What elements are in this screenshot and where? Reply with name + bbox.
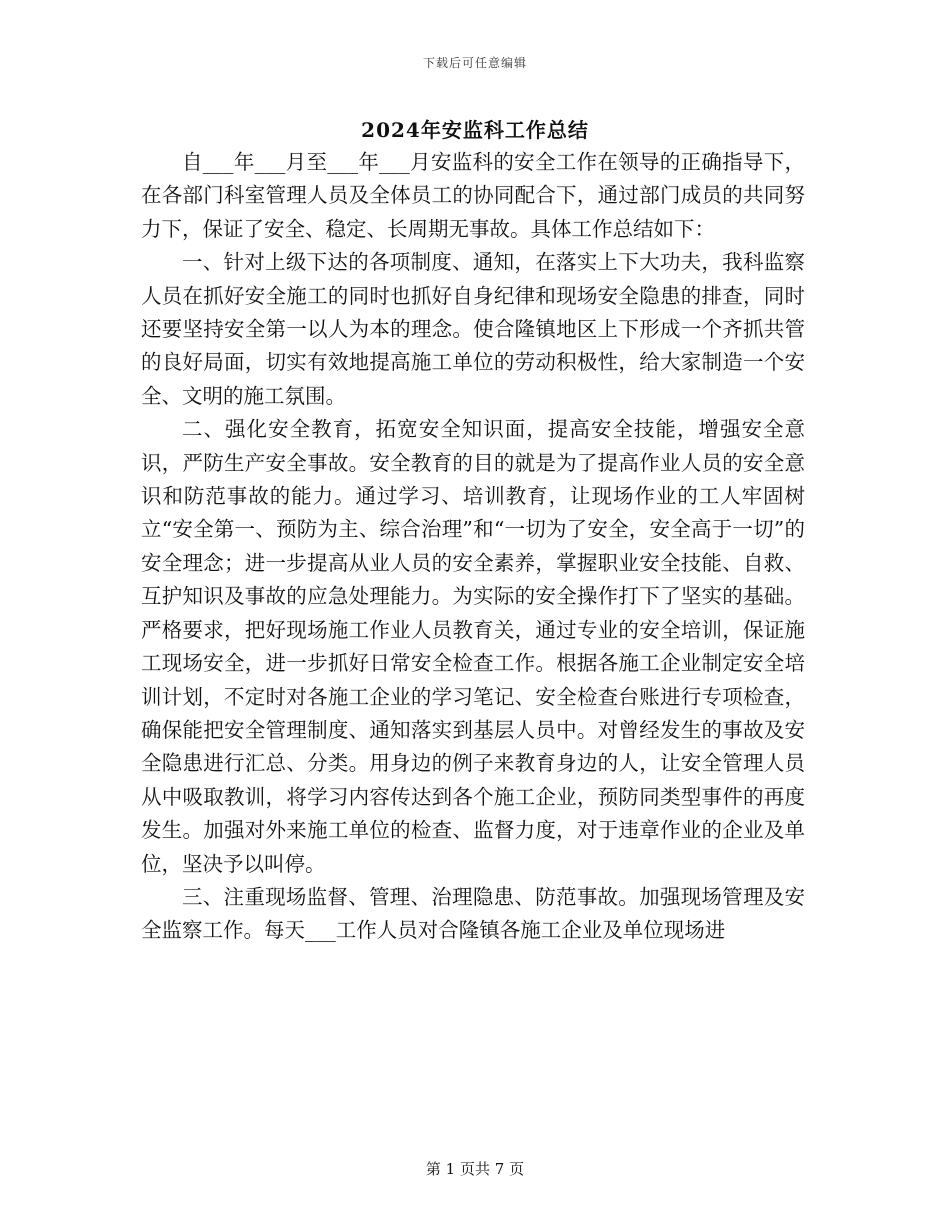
- header-note: 下载后可任意编辑: [422, 56, 527, 70]
- page-footer: 第 1 页共 7 页: [425, 1160, 525, 1178]
- paragraph-section-1: 一、针对上级下达的各项制度、通知，在落实上下大功夫，我科监察人员在抓好安全施工的同时也抓好自身纪律和现场安全隐患的排查，同时还要坚持安全第一以人为本的理念。使合隆镇地区上下形成一个齐抓共管的良好局面，切实有效地提高施工单位的劳动积极性，给大家制造一个安全、文明的施工氛围。: [141, 250, 805, 408]
- paragraph-section-3: 三、注重现场监督、管理、治理隐患、防范事故。加强现场管理及安全监察工作。每天___工作人员对合隆镇各施工企业及单位现场进: [141, 884, 805, 943]
- document-title: 2024年安监科工作总结: [361, 118, 589, 142]
- paragraph-intro: 自___年___月至___年___月安监科的安全工作在领导的正确指导下，在各部门科室管理人员及全体员工的协同配合下，通过部门成员的共同努力下，保证了安全、稳定、长周期无事故。具体工作总结如下：: [141, 150, 805, 241]
- document-body: [141, 146, 805, 948]
- paragraph-section-2: 二、强化安全教育，拓宽安全知识面，提高安全技能，增强安全意识，严防生产安全事故。安全教育的目的就是为了提高作业人员的安全意识和防范事故的能力。通过学习、培训教育，让现场作业的工人牢固树立“安全第一、预防为主、综合治理”和“一切为了安全，安全高于一切”的安全理念；进一步提高从业人员的安全素养，掌握职业安全技能、自救、互护知识及事故的应急处理能力。为实际的安全操作打下了坚实的基础。严格要求，把好现场施工作业人员教育关，通过专业的安全培训，保证施工现场安全，进一步抓好日常安全检查工作。根据各施工企业制定安全培训计划，不定时对各施工企业的学习笔记、安全检查台账进行专项检查，确保能把安全管理制度、通知落实到基层人员中。对曾经发生的事故及安全隐患进行汇总、分类。用身边的例子来教育身边的人，让安全管理人员从中吸取教训，将学习内容传达到各个施工企业，预防同类型事件的再度发生。加强对外来施工单位的检查、监督力度，对于违章作业的企业及单位，坚决予以叫停。: [141, 417, 805, 876]
